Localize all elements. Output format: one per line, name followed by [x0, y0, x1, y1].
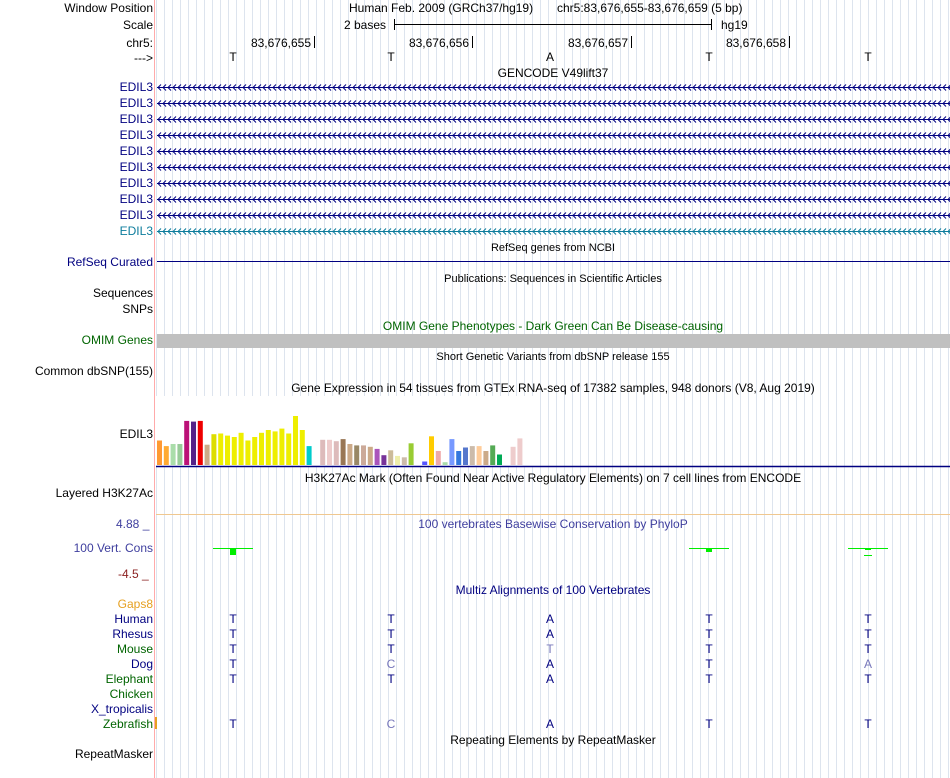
- multiz-base: T: [387, 642, 395, 656]
- multiz-base: C: [386, 657, 396, 671]
- gencode-transcript-line[interactable]: [156, 193, 950, 205]
- gtex-tissue-bar: [205, 445, 210, 465]
- gencode-title: GENCODE V49lift37: [497, 66, 609, 80]
- phylop-plot[interactable]: [156, 530, 950, 570]
- multiz-base: T: [864, 612, 872, 626]
- gtex-tissue-bar: [368, 447, 373, 465]
- base-letter: T: [705, 50, 713, 64]
- gtex-tissue-bar: [245, 441, 250, 466]
- multiz-base: T: [229, 657, 237, 671]
- coordinate-label: 83,676,656: [408, 36, 469, 50]
- gaps-label[interactable]: Gaps8: [117, 597, 153, 611]
- gtex-tissue-bar: [395, 456, 400, 465]
- gtex-tissue-bar: [361, 445, 366, 465]
- coordinate-tick: [472, 36, 473, 48]
- phylop-score-bar: [230, 549, 236, 555]
- multiz-base: A: [863, 657, 872, 671]
- gtex-tissue-bar: [354, 445, 359, 465]
- zebrafish-gap-marker: [155, 717, 157, 729]
- gtex-tissue-bar: [347, 444, 352, 465]
- base-letter: T: [387, 50, 395, 64]
- coordinate-tick: [789, 36, 790, 48]
- gtex-tissue-bar: [259, 433, 264, 465]
- gencode-transcript-line[interactable]: [156, 209, 950, 221]
- dbsnp-label[interactable]: Common dbSNP(155): [34, 364, 153, 378]
- multiz-base: T: [705, 717, 713, 731]
- gtex-tissue-bar: [293, 416, 298, 465]
- multiz-base: T: [387, 612, 395, 626]
- h3k27ac-label[interactable]: Layered H3K27Ac: [55, 486, 153, 500]
- gencode-transcript-label[interactable]: EDIL3: [119, 160, 153, 174]
- gtex-tissue-bar: [422, 462, 427, 466]
- phylop-label[interactable]: 100 Vert. Cons: [73, 541, 153, 555]
- gtex-tissue-bar: [307, 446, 312, 465]
- gtex-tissue-bar: [184, 421, 189, 465]
- gtex-tissue-bar: [279, 429, 284, 465]
- multiz-base: T: [705, 612, 713, 626]
- scale-text: 2 bases: [344, 18, 387, 32]
- gtex-tissue-bar: [436, 451, 441, 465]
- gtex-label[interactable]: EDIL3: [119, 427, 153, 441]
- repeatmasker-title: Repeating Elements by RepeatMasker: [450, 733, 656, 747]
- refseq-title: RefSeq genes from NCBI: [490, 242, 616, 254]
- coordinate-label: 83,676,655: [250, 36, 311, 50]
- gtex-title: Gene Expression in 54 tissues from GTEx RNA-seq of 17382 samples, 948 donors (V8, Aug 2019): [291, 381, 815, 395]
- multiz-base: T: [864, 717, 872, 731]
- multiz-base: A: [545, 657, 554, 671]
- multiz-base: T: [229, 642, 237, 656]
- gencode-transcript-line[interactable]: [156, 177, 950, 189]
- multiz-base: T: [229, 717, 237, 731]
- gtex-bar-chart[interactable]: [156, 396, 950, 468]
- multiz-base: A: [545, 672, 554, 686]
- gencode-transcript-label[interactable]: EDIL3: [119, 208, 153, 222]
- gencode-transcript-label[interactable]: EDIL3: [119, 224, 153, 238]
- gtex-tissue-bar: [531, 440, 536, 465]
- gtex-tissue-bar: [443, 462, 448, 465]
- multiz-base: T: [705, 657, 713, 671]
- gtex-tissue-bar: [463, 448, 468, 466]
- publications-title: Publications: Sequences in Scientific Articles: [444, 273, 662, 285]
- omim-label[interactable]: OMIM Genes: [81, 333, 153, 347]
- chrom-label: chr5:: [126, 36, 153, 50]
- gencode-transcript-line[interactable]: [156, 145, 950, 157]
- multiz-base: T: [229, 672, 237, 686]
- gencode-transcript-label[interactable]: EDIL3: [119, 96, 153, 110]
- gtex-tissue-bar: [171, 444, 176, 465]
- omim-title: OMIM Gene Phenotypes - Dark Green Can Be Disease-causing: [382, 319, 724, 333]
- gencode-transcript-label[interactable]: EDIL3: [119, 176, 153, 190]
- scale-bar: [395, 24, 711, 25]
- multiz-base: T: [229, 612, 237, 626]
- multiz-species-label[interactable]: Zebrafish: [102, 717, 153, 731]
- multiz-base: T: [387, 627, 395, 641]
- sequences-label[interactable]: Sequences: [92, 286, 153, 300]
- gtex-tissue-bar: [218, 434, 223, 466]
- gtex-tissue-bar: [198, 421, 203, 465]
- db-name: hg19: [721, 18, 748, 32]
- coordinate-tick: [631, 36, 632, 48]
- multiz-base: T: [864, 642, 872, 656]
- omim-gene-bar[interactable]: [157, 334, 950, 348]
- gtex-tissue-bar: [456, 451, 461, 465]
- gtex-tissue-bar: [286, 434, 291, 466]
- scale-bar-left-tick: [394, 19, 395, 30]
- scale-label: Scale: [122, 18, 153, 32]
- window-position-label: Window Position: [64, 1, 153, 15]
- gtex-tissue-bar: [497, 455, 502, 466]
- phylop-score-bar: [706, 549, 712, 552]
- multiz-base: T: [387, 672, 395, 686]
- multiz-species-label[interactable]: X_tropicalis: [90, 702, 153, 716]
- gencode-transcript-label[interactable]: EDIL3: [119, 112, 153, 126]
- multiz-base: C: [386, 717, 396, 731]
- gtex-tissue-bar: [504, 445, 509, 465]
- refseq-gene-line[interactable]: [157, 261, 950, 262]
- gtex-tissue-bar: [177, 444, 182, 465]
- multiz-base: T: [864, 672, 872, 686]
- gtex-tissue-bar: [239, 433, 244, 465]
- scale-bar-right-tick: [711, 19, 712, 30]
- gtex-tissue-bar: [470, 446, 475, 465]
- gencode-transcript-line[interactable]: [156, 81, 950, 93]
- gtex-tissue-bar: [232, 437, 237, 465]
- multiz-base: A: [545, 717, 554, 731]
- multiz-base: A: [545, 627, 554, 641]
- multiz-species-label[interactable]: Dog: [130, 657, 153, 671]
- track-label-divider: [154, 0, 155, 778]
- gtex-tissue-bar: [341, 439, 346, 465]
- gtex-tissue-bar: [300, 430, 305, 465]
- gtex-tissue-bar: [402, 457, 407, 465]
- multiz-base: A: [545, 612, 554, 626]
- gtex-tissue-bar: [327, 440, 332, 465]
- position-readout: chr5:83,676,655-83,676,659 (5 bp): [557, 1, 743, 15]
- coordinate-label: 83,676,657: [567, 36, 628, 50]
- gtex-tissue-bar: [334, 441, 339, 465]
- gtex-tissue-bar: [483, 451, 488, 465]
- h3k27ac-baseline: [156, 514, 950, 515]
- multiz-species-label[interactable]: Chicken: [109, 687, 153, 701]
- coordinate-label: 83,676,658: [725, 36, 786, 50]
- multiz-title: Multiz Alignments of 100 Vertebrates: [455, 583, 651, 597]
- multiz-base: T: [705, 672, 713, 686]
- gtex-tissue-bar: [164, 446, 169, 465]
- gtex-tissue-bar: [388, 450, 393, 465]
- gtex-tissue-bar: [266, 430, 271, 465]
- gencode-transcript-label[interactable]: EDIL3: [119, 192, 153, 206]
- gtex-tissue-bar: [449, 439, 454, 465]
- coordinate-tick: [314, 36, 315, 48]
- gtex-tissue-bar: [191, 422, 196, 465]
- multiz-base: T: [229, 627, 237, 641]
- multiz-species-label[interactable]: Rhesus: [112, 627, 153, 641]
- multiz-base: T: [864, 627, 872, 641]
- gtex-tissue-bar: [409, 443, 414, 465]
- gtex-tissue-bar: [490, 445, 495, 465]
- multiz-species-label[interactable]: Human: [114, 612, 153, 626]
- gtex-tissue-bar: [375, 449, 380, 465]
- gtex-tissue-bar: [381, 455, 386, 465]
- phylop-title: 100 vertebrates Basewise Conservation by PhyloP: [418, 517, 688, 531]
- h3k27ac-title: H3K27Ac Mark (Often Found Near Active Regulatory Elements) on 7 cell lines from ENCODE: [304, 471, 802, 485]
- phylop-score-bar: [865, 549, 871, 550]
- multiz-base: T: [705, 642, 713, 656]
- gtex-tissue-bar: [211, 434, 216, 465]
- phylop-max-label: 4.88 _: [116, 517, 150, 531]
- multiz-species-label[interactable]: Elephant: [105, 672, 153, 686]
- gencode-transcript-line[interactable]: [156, 129, 950, 141]
- base-letter: T: [864, 50, 872, 64]
- gencode-transcript-label[interactable]: EDIL3: [119, 80, 153, 94]
- strand-label: --->: [134, 51, 153, 65]
- gencode-transcript-line[interactable]: [156, 97, 950, 109]
- gencode-transcript-label[interactable]: EDIL3: [119, 128, 153, 142]
- gtex-tissue-bar: [225, 436, 230, 465]
- gtex-tissue-bar: [320, 440, 325, 465]
- gtex-tissue-bar: [517, 438, 522, 465]
- gencode-transcript-line[interactable]: [156, 225, 950, 237]
- base-letter: A: [545, 50, 554, 64]
- repeatmasker-label[interactable]: RepeatMasker: [74, 747, 153, 761]
- gtex-tissue-bar: [429, 436, 434, 465]
- multiz-base: T: [546, 642, 554, 656]
- snps-label[interactable]: SNPs: [122, 302, 153, 316]
- dbsnp-title: Short Genetic Variants from dbSNP release 155: [436, 351, 670, 363]
- multiz-base: T: [705, 627, 713, 641]
- gencode-transcript-label[interactable]: EDIL3: [119, 144, 153, 158]
- gtex-tissue-bar: [157, 441, 162, 466]
- assembly-name: Human Feb. 2009 (GRCh37/hg19): [349, 1, 534, 15]
- gtex-tissue-bar: [252, 437, 257, 465]
- gtex-tissue-bar: [477, 446, 482, 465]
- gtex-tissue-bar: [511, 447, 516, 465]
- phylop-min-label: -4.5 _: [118, 567, 149, 581]
- multiz-species-label[interactable]: Mouse: [116, 642, 153, 656]
- gencode-transcript-line[interactable]: [156, 161, 950, 173]
- refseq-label[interactable]: RefSeq Curated: [66, 255, 153, 269]
- gtex-tissue-bar: [273, 431, 278, 465]
- gencode-transcript-line[interactable]: [156, 113, 950, 125]
- base-letter: T: [229, 50, 237, 64]
